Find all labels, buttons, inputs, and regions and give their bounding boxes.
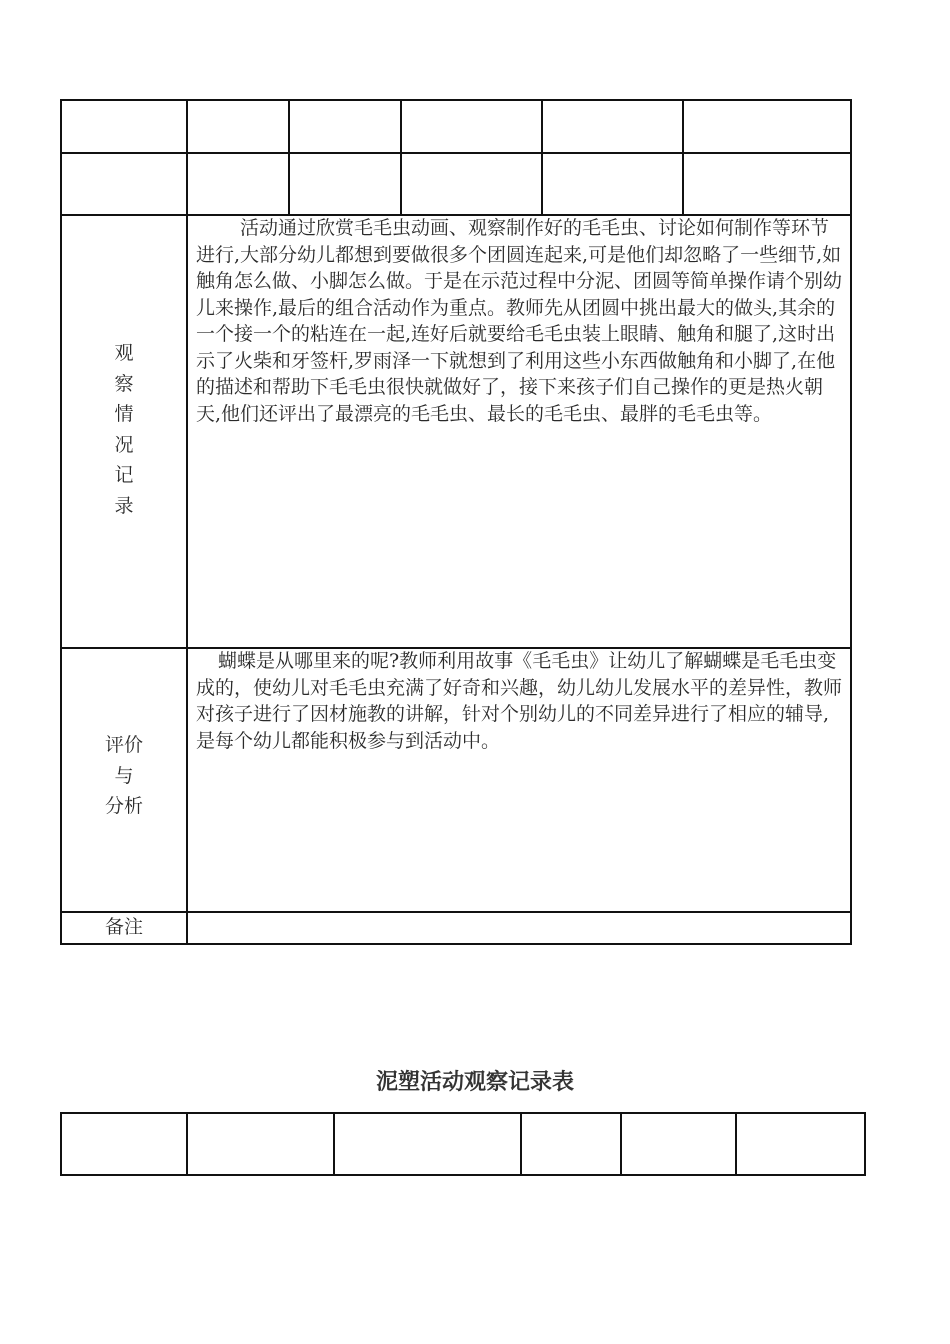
label-char: 察: [114, 372, 134, 395]
table-column-divider: [333, 1112, 335, 1176]
label-char: 录: [114, 494, 134, 517]
table-row-divider: [60, 152, 852, 154]
table-column-divider: [400, 99, 402, 216]
table-border-right: [864, 1112, 866, 1176]
label-char: 观: [114, 342, 134, 364]
label-line: 评价: [104, 734, 143, 756]
table-border-top: [60, 99, 852, 101]
table-column-divider: [186, 99, 188, 945]
table-column-divider: [682, 99, 684, 216]
table-border-top: [60, 1112, 866, 1114]
notes-label: [62, 912, 186, 943]
evaluation-text: 蝴蝶是从哪里来的呢?教师利用故事《毛毛虫》让幼儿了解蝴蝶是毛毛虫变成的，使幼儿对毛毛虫充满了好奇和兴趣，幼儿幼儿发展水平的差异性，教师对孩子进行了因材施教的讲解，针对个别幼儿的不同差异进行了相应的辅导,是每个幼儿都能积极参与到活动中。: [196, 650, 843, 752]
table-border-left: [60, 1112, 62, 1176]
table-column-divider: [735, 1112, 737, 1176]
observation-label: [62, 338, 186, 521]
table-column-divider: [186, 1112, 188, 1176]
form-title: 泥塑活动观察记录表: [375, 1070, 574, 1095]
table-column-divider: [620, 1112, 622, 1176]
table-column-divider: [520, 1112, 522, 1176]
table-border-bottom: [60, 1174, 866, 1176]
table-border-right: [850, 99, 852, 945]
table-border-bottom: [60, 943, 852, 945]
label-char: 情: [114, 403, 134, 425]
evaluation-label: [62, 730, 186, 822]
observation-text: 活动通过欣赏毛毛虫动画、观察制作好的毛毛虫、讨论如何制作等环节进行,大部分幼儿都想到要做很多个团圆连起来,可是他们却忽略了一些细节,如触角怎么做、小脚怎么做。于是在示范过程中分泥、团圆等简单操作请个别幼儿来操作,最后的组合活动作为重点。教师先从团圆中挑出最大的做头,其余的一个接一个的粘连在一起,连好后就要给毛毛虫装上眼睛、触角和腿了,这时出示了火柴和牙签杆,罗雨泽一下就想到了利用这些小东西做触角和小脚了,在他的描述和帮助下毛毛虫很快就做好了，接下来孩子们自己操作的更是热火朝天,他们还评出了最漂亮的毛毛虫、最长的毛毛虫、最胖的毛毛虫等。: [196, 217, 843, 425]
table-column-divider: [541, 99, 543, 216]
table-column-divider: [288, 99, 290, 216]
label-line: 分析: [104, 795, 143, 817]
label-line: 与: [114, 764, 134, 787]
label-char: 况: [114, 433, 134, 456]
label-char: 记: [114, 464, 134, 486]
notes-label-text: 备注: [104, 916, 143, 938]
